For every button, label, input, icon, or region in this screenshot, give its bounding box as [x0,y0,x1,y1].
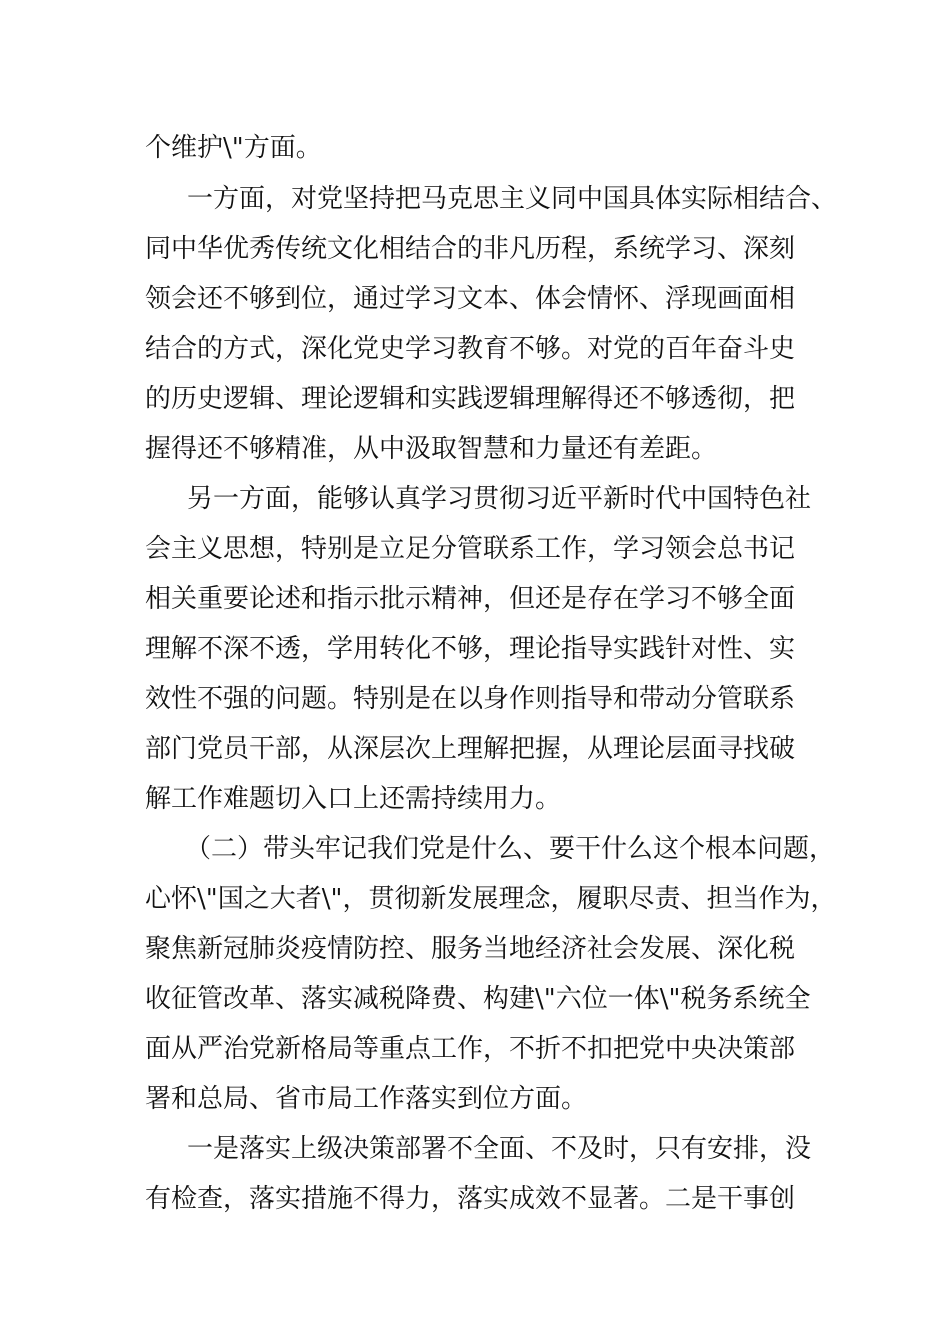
text-line: 握得还不够精准，从中汲取智慧和力量还有差距。 [145,434,718,464]
text-line: 署和总局、省市局工作落实到位方面。 [145,1084,588,1114]
text-line: 领会还不够到位，通过学习文本、体会情怀、浮现画面相 [145,284,796,314]
text-line: 心怀\"国之大者\"，贯彻新发展理念，履职尽责、担当作为， [145,884,837,914]
section-heading-line: （二）带头牢记我们党是什么、要干什么这个根本问题， [185,834,836,864]
paragraph-first-line: 一是落实上级决策部署不全面、不及时，只有安排，没 [187,1134,812,1164]
text-line: 会主义思想，特别是立足分管联系工作，学习领会总书记 [145,534,796,564]
text-line: 收征管改革、落实减税降费、构建\"六位一体\"税务系统全 [145,984,811,1014]
text-line: 个维护\"方面。 [145,133,322,163]
text-line: 的历史逻辑、理论逻辑和实践逻辑理解得还不够透彻，把 [145,384,796,414]
text-line: 相关重要论述和指示批示精神，但还是存在学习不够全面 [145,584,796,614]
text-line: 面从严治党新格局等重点工作，不折不扣把党中央决策部 [145,1034,796,1064]
text-line: 解工作难题切入口上还需持续用力。 [145,784,562,814]
text-line: 同中华优秀传统文化相结合的非凡历程，系统学习、深刻 [145,234,796,264]
paragraph-first-line: 另一方面，能够认真学习贯彻习近平新时代中国特色社 [187,484,812,514]
text-line: 有检查，落实措施不得力，落实成效不显著。二是干事创 [145,1184,796,1214]
paragraph-first-line: 一方面，对党坚持把马克思主义同中国具体实际相结合、 [187,184,838,214]
text-line: 理解不深不透，学用转化不够，理论指导实践针对性、实 [145,634,796,664]
text-line: 部门党员干部，从深层次上理解把握，从理论层面寻找破 [145,734,796,764]
text-line: 聚焦新冠肺炎疫情防控、服务当地经济社会发展、深化税 [145,934,796,964]
text-line: 效性不强的问题。特别是在以身作则指导和带动分管联系 [145,684,796,714]
text-line: 结合的方式，深化党史学习教育不够。对党的百年奋斗史 [145,334,796,364]
